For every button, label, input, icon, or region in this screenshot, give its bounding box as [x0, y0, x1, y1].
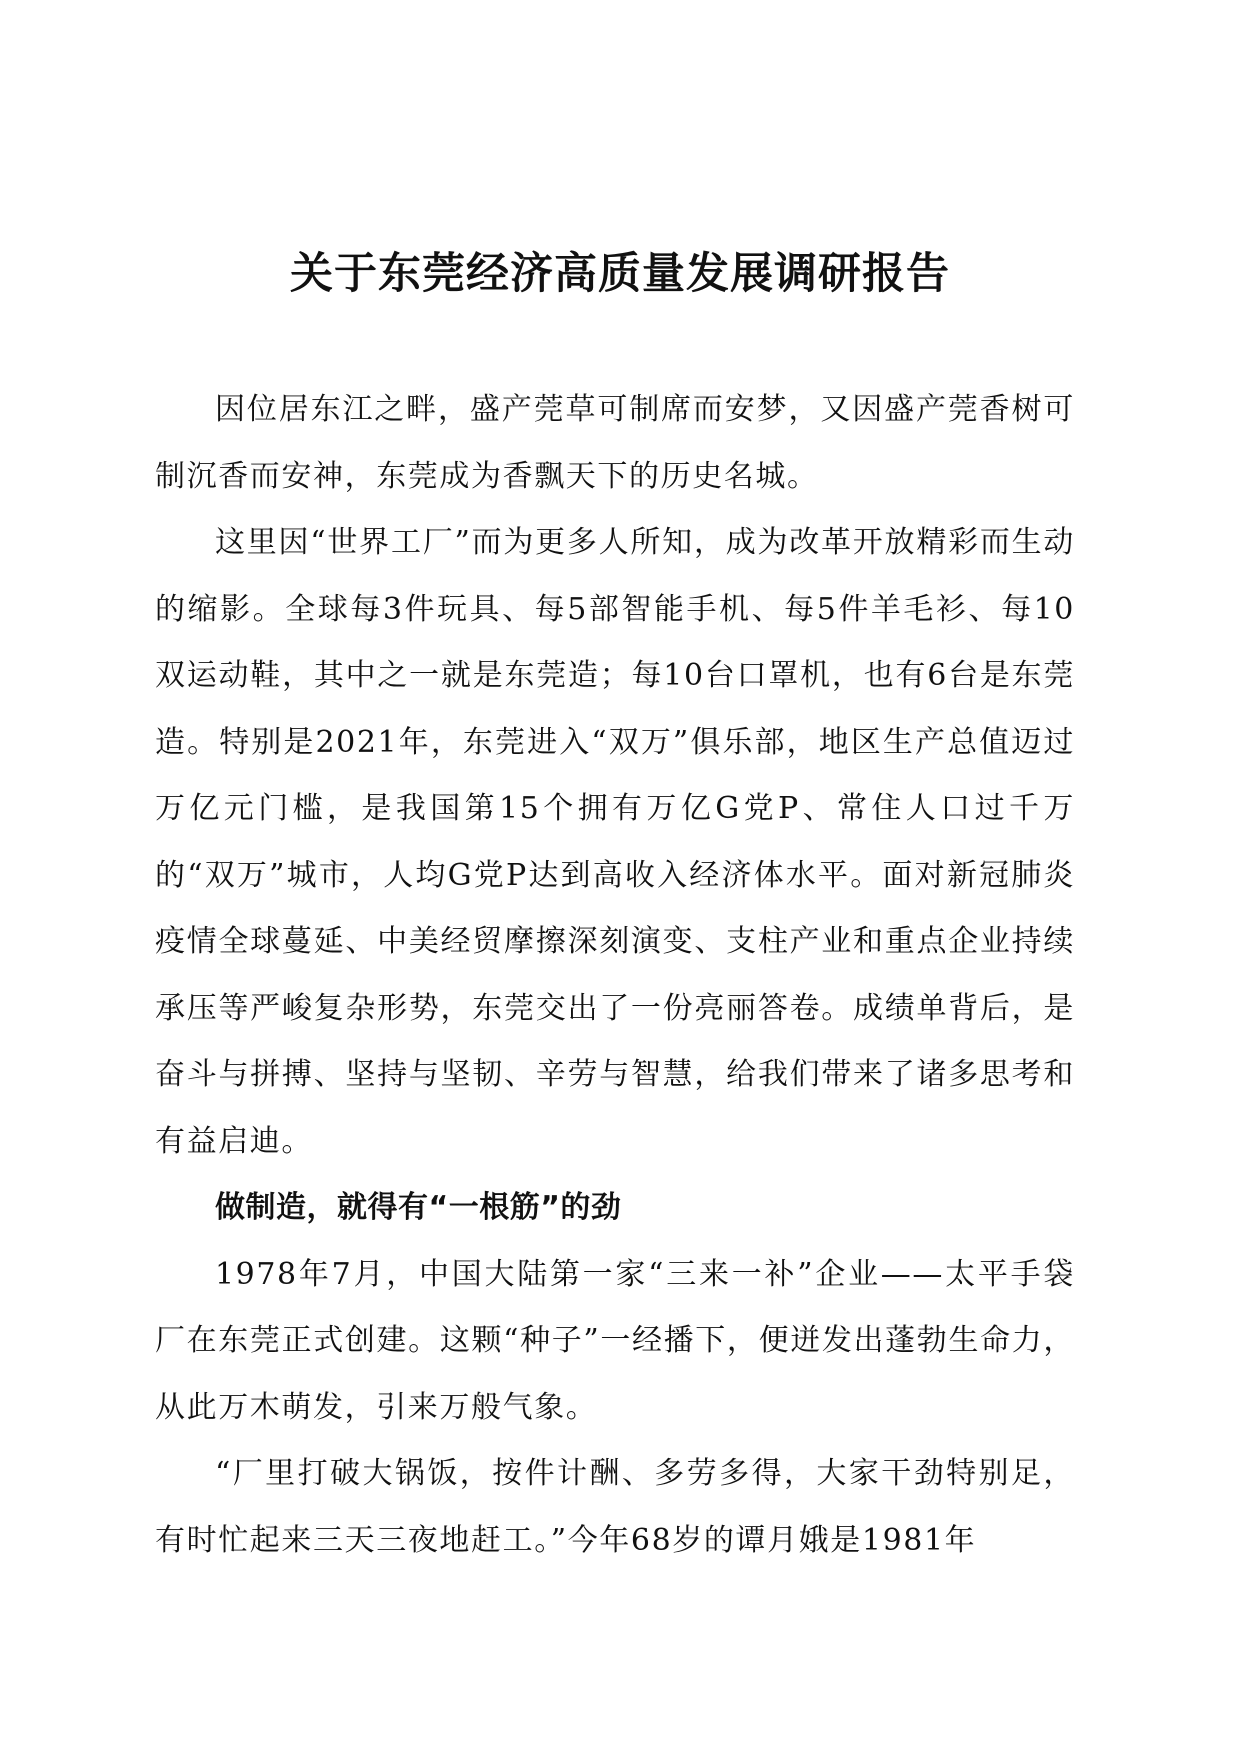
document-body	[155, 377, 1075, 1574]
section-heading: 做制造，就得有“一根筋”的劲	[215, 1190, 622, 1225]
paragraph-world-factory: 这里因“世界工厂”而为更多人所知，成为改革开放精彩而生动的缩影。全球每3件玩具、每5部智能手机、每5件羊毛衫、每10双运动鞋，其中之一就是东莞造；每10台口罩机，也有6台是东莞造。特别是2021年，东莞进入“双万”俱乐部，地区生产总值迈过万亿元门槛，是我国第15个拥有万亿G党P、常住人口过千万的“双万”城市，人均G党P达到高收入经济体水平。面对新冠肺炎疫情全球蔓延、中美经贸摩擦深刻演变、支柱产业和重点企业持续承压等严峻复杂形势，东莞交出了一份亮丽答卷。成绩单背后，是奋斗与拼搏、坚持与坚韧、辛劳与智慧，给我们带来了诸多思考和有益启迪。	[155, 525, 1075, 1159]
paragraph-quote: “厂里打破大锅饭，按件计酬、多劳多得，大家干劲特别足，有时忙起来三天三夜地赶工。”今年68岁的谭月娥是1981年	[155, 1456, 1075, 1558]
paragraph-history-1978: 1978年7月，中国大陆第一家“三来一补”企业——太平手袋厂在东莞正式创建。这颗“种子”一经播下，便迸发出蓬勃生命力，从此万木萌发，引来万般气象。	[155, 1256, 1075, 1425]
document-title: 关于东莞经济高质量发展调研报告	[290, 249, 950, 299]
paragraph-intro: 因位居东江之畔，盛产莞草可制席而安梦，又因盛产莞香树可制沉香而安神，东莞成为香飘天下的历史名城。	[155, 392, 1075, 494]
